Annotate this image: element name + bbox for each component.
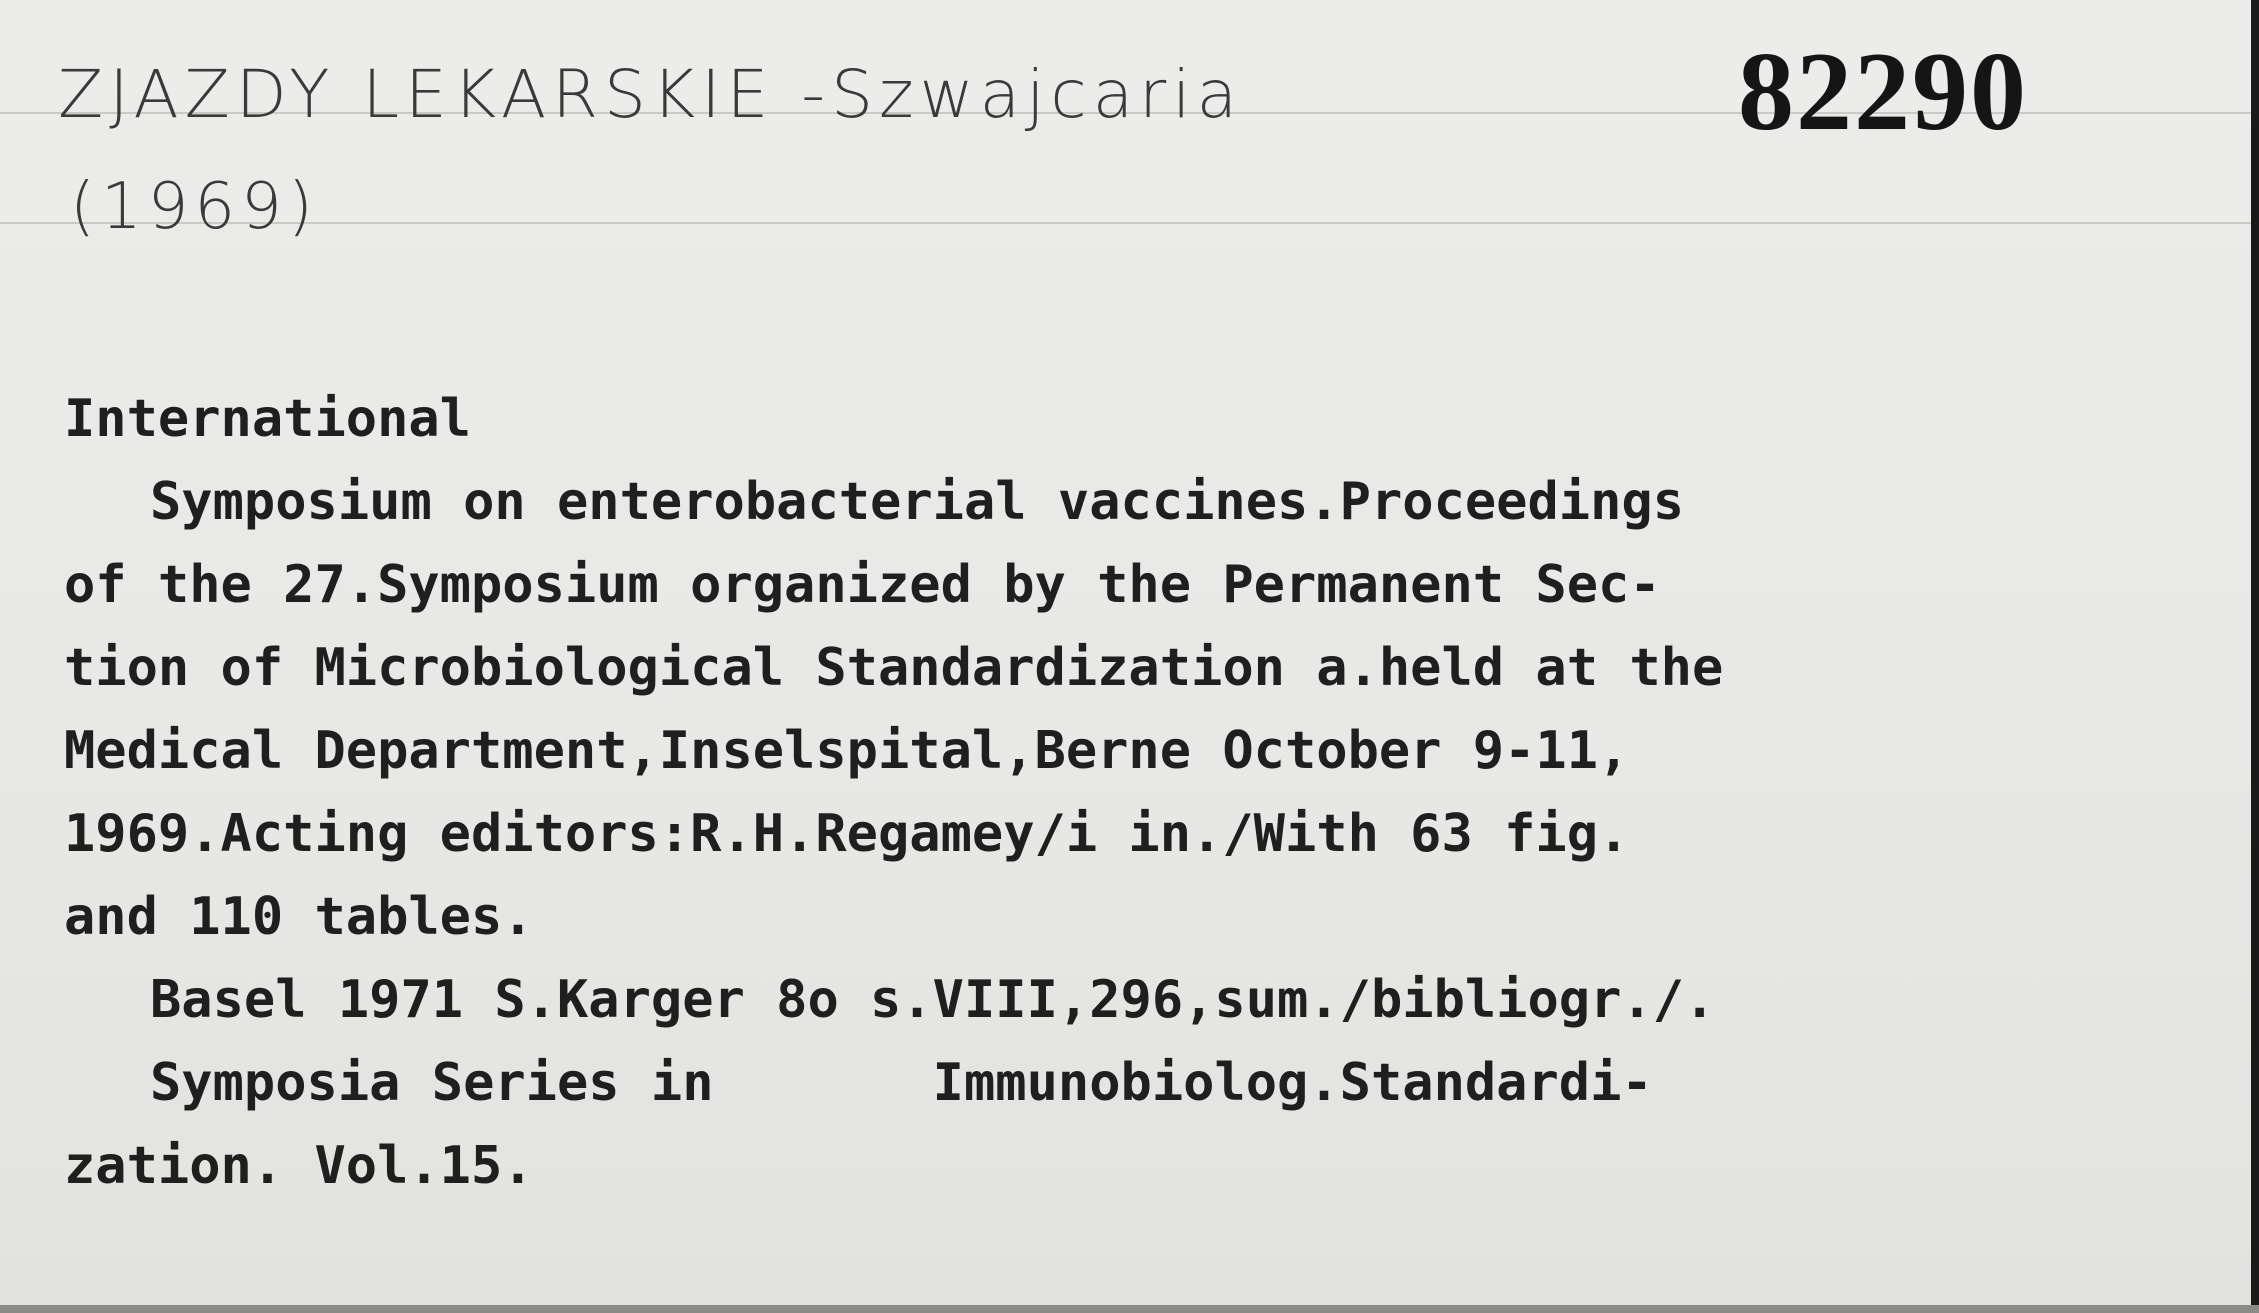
ruled-line-second (0, 222, 2259, 224)
entry-line-series: Symposia Series in Immunobiolog.Standardi- (150, 1053, 1653, 1113)
call-number: 82290 (1738, 30, 2028, 154)
entry-line-series-cont: zation. Vol.15. (64, 1136, 534, 1196)
entry-line-main-heading: International (64, 389, 471, 449)
entry-line-title-cont-2: tion of Microbiological Standardization a.held at the (64, 638, 1724, 698)
subject-heading: ZJAZDY LEKARSKIE -Szwajcaria (58, 56, 1244, 133)
card-bottom-edge (0, 1305, 2259, 1313)
entry-line-tables: and 110 tables. (64, 887, 534, 947)
subject-year: (1969) (70, 170, 319, 244)
entry-line-editors: 1969.Acting editors:R.H.Regamey/i in./With 63 fig. (64, 804, 1630, 864)
entry-line-imprint: Basel 1971 S.Karger 8o s.VIII,296,sum./bibliogr./. (150, 970, 1716, 1030)
bibliographic-entry (64, 378, 2259, 1208)
entry-line-title-cont-1: of the 27.Symposium organized by the Permanent Sec- (64, 555, 1661, 615)
entry-line-title: Symposium on enterobacterial vaccines.Proceedings (150, 472, 1685, 532)
card-edge-shadow (2251, 0, 2259, 1313)
entry-line-title-cont-3: Medical Department,Inselspital,Berne October 9-11, (64, 721, 1630, 781)
